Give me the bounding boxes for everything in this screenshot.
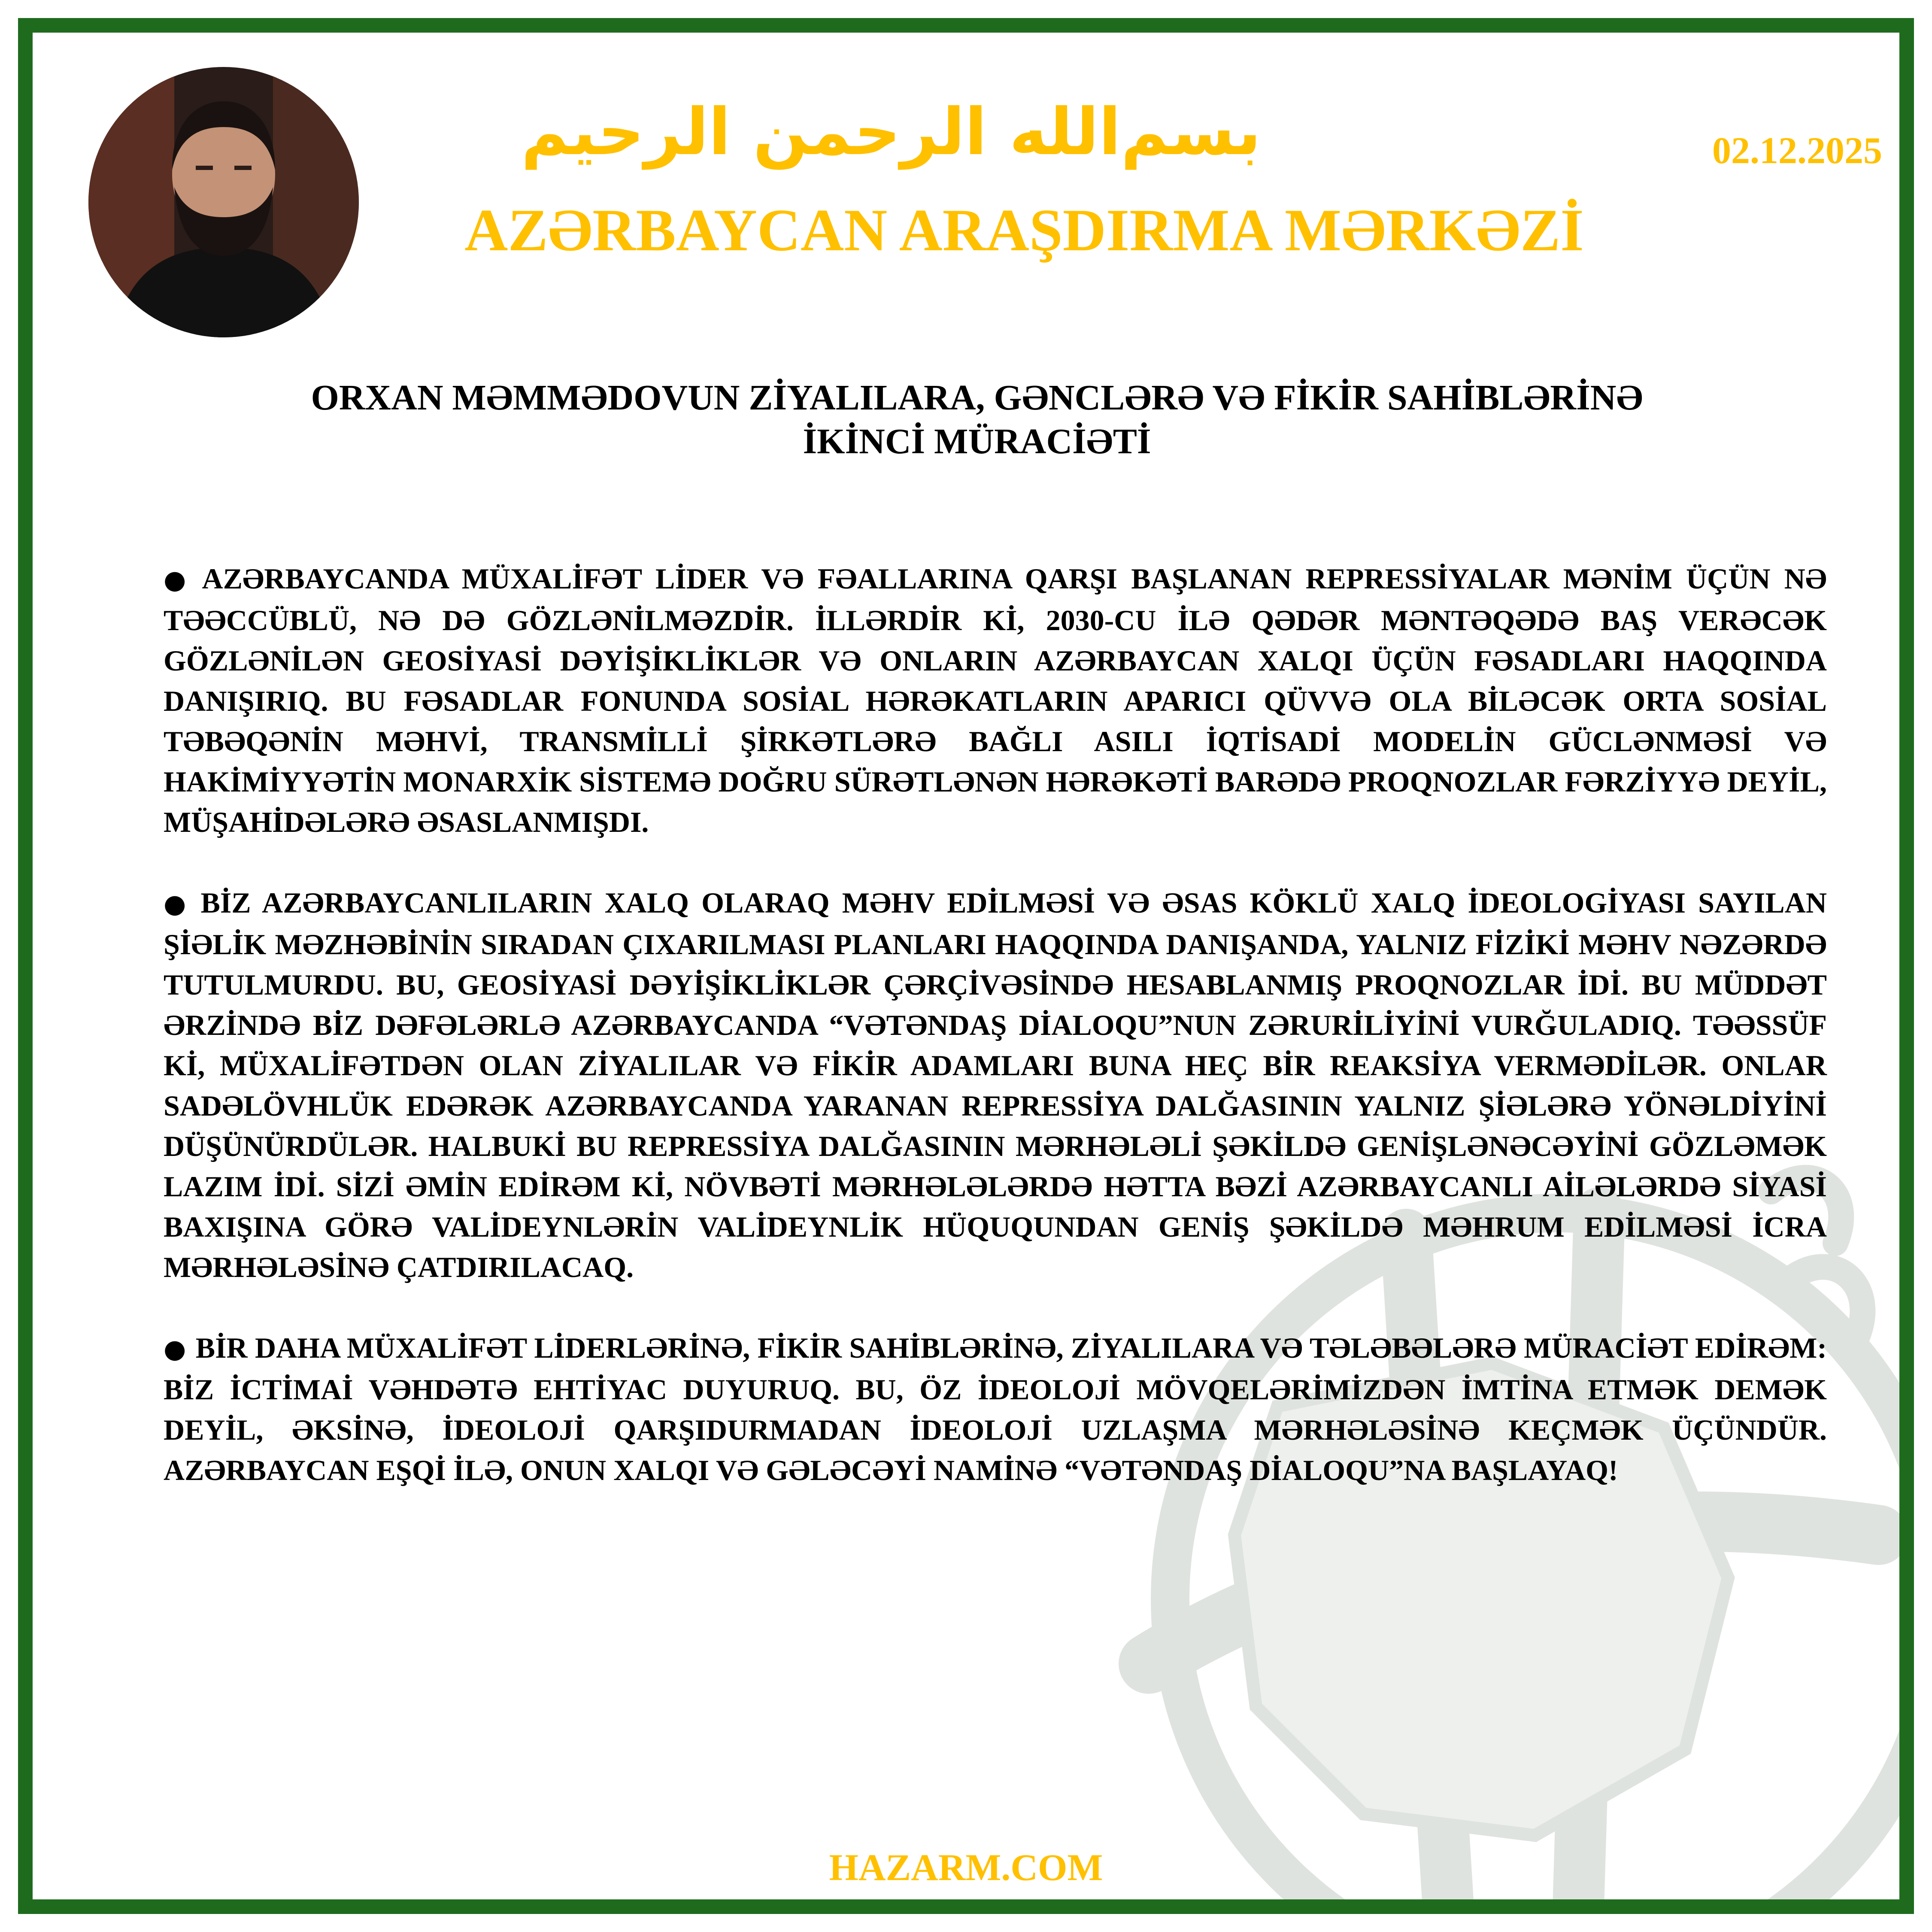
paragraph-text: AZƏRBAYCANDA MÜXALİFƏT LİDER VƏ FƏALLARINA QARŞI BAŞLANAN REPRESSİYALAR MƏNİM ÜÇÜN NƏ TƏƏCCÜBLÜ, NƏ DƏ GÖZLƏNİLMƏZDİR. İLLƏRDİR Kİ, 2030-CU İLƏ QƏDƏR MƏNTƏQƏDƏ BAŞ VERƏCƏK GÖZLƏNİLƏN GEOSİYASİ DƏYİŞİKLİKLƏR VƏ ONLARIN AZƏRBAYCAN XALQI ÜÇÜN FƏSADLARI HAQQINDA DANIŞIRIQ. BU FƏSADLAR FONUNDA SOSİAL HƏRƏKATLARIN APARICI QÜVVƏ OLA BİLƏCƏK ORTA SOSİAL TƏBƏQƏNİN MƏHVİ, TRANSMİLLİ ŞİRKƏTLƏRƏ BAĞLI ASILI İQTİSADİ MODELİN GÜCLƏNMƏSİ VƏ HAKİMİYYƏTİN MONARXİK SİSTEMƏ DOĞRU SÜRƏTLƏNƏN HƏRƏKƏTİ BARƏDƏ PROQNOZLAR FƏRZİYYƏ DEYİL, MÜŞAHİDƏLƏRƏ ƏSASLANMIŞDI. bbox=[164, 562, 1827, 838]
bullet-icon: ● bbox=[164, 565, 193, 595]
bullet-icon: ● bbox=[164, 889, 191, 919]
article-body bbox=[164, 558, 1827, 1531]
paragraph-text: BİR DAHA MÜXALİFƏT LİDERLƏRİNƏ, FİKİR SAHİBLƏRİNƏ, ZİYALILARA VƏ TƏLƏBƏLƏRƏ MÜRACİƏT EDİRƏM: BİZ İCTİMAİ VƏHDƏTƏ EHTİYAC DUYURUQ. BU, ÖZ İDEOLOJİ MÖVQELƏRİMİZDƏN İMTİNA ETMƏK DEMƏK DEYİL, ƏKSİNƏ, İDEOLOJİ QARŞIDURMADAN İDEOLOJİ UZLAŞMA MƏRHƏLƏSİNƏ KEÇMƏK ÜÇÜNDÜR. AZƏRBAYCAN EŞQİ İLƏ, ONUN XALQI VƏ GƏLƏCƏYİ NAMİNƏ “VƏTƏNDAŞ DİALOQU”NA BAŞLAYAQ! bbox=[164, 1331, 1827, 1486]
avatar bbox=[88, 67, 359, 337]
headline-line-1: ORXAN MƏMMƏDOVUN ZİYALILARA, GƏNCLƏRƏ VƏ FİKİR SAHİBLƏRİNƏ bbox=[311, 378, 1643, 418]
page-frame bbox=[18, 18, 1914, 1914]
portrait-photo-icon bbox=[88, 67, 359, 337]
paragraph bbox=[164, 883, 1827, 1287]
bismillah-header: بسم‌الله الرحمن الرحيم bbox=[521, 95, 1261, 170]
organization-title: AZƏRBAYCAN ARAŞDIRMA MƏRKƏZİ bbox=[464, 197, 1584, 264]
footer-website: HAZARM.COM bbox=[829, 1847, 1103, 1889]
paragraph bbox=[164, 1328, 1827, 1490]
bullet-icon: ● bbox=[164, 1334, 186, 1364]
headline-line-2: İKİNCİ MÜRACİƏTİ bbox=[803, 422, 1151, 462]
paragraph bbox=[164, 558, 1827, 842]
page-headline bbox=[161, 376, 1792, 464]
publish-date: 02.12.2025 bbox=[1712, 130, 1882, 172]
paragraph-text: BİZ AZƏRBAYCANLILARIN XALQ OLARAQ MƏHV EDİLMƏSİ VƏ ƏSAS KÖKLÜ XALQ İDEOLOGİYASI SAYILAN ŞİƏLİK MƏZHƏBİNİN SIRADAN ÇIXARILMASI PLANLARI HAQQINDA DANIŞANDA, YALNIZ FİZİKİ MƏHV NƏZƏRDƏ TUTULMURDU. BU, GEOSİYASİ DƏYİŞİKLİKLƏR ÇƏRÇİVƏSİNDƏ HESABLANMIŞ PROQNOZLAR İDİ. BU MÜDDƏT ƏRZİNDƏ BİZ DƏFƏLƏRLƏ AZƏRBAYCANDA “VƏTƏNDAŞ DİALOQU”NUN ZƏRURİLİYİNİ VURĞULADIQ. TƏƏSSÜF Kİ, MÜXALİFƏTDƏN OLAN ZİYALILAR VƏ FİKİR ADAMLARI BUNA HEÇ BİR REAKSİYA VERMƏDİLƏR. ONLAR SADƏLÖVHLÜK EDƏRƏK AZƏRBAYCANDA YARANAN REPRESSİYA DALĞASININ YALNIZ ŞİƏLƏRƏ YÖNƏLDİYİNİ DÜŞÜNÜRDÜLƏR. HALBUKİ BU REPRESSİYA DALĞASININ MƏRHƏLƏLİ ŞƏKİLDƏ GENİŞLƏNƏCƏYİNİ GÖZLƏMƏK LAZIM İDİ. SİZİ ƏMİN EDİRƏM Kİ, NÖVBƏTİ MƏRHƏLƏLƏRDƏ HƏTTA BƏZİ AZƏRBAYCANLI AİLƏLƏRDƏ SİYASİ BAXIŞINA GÖRƏ VALİDEYNLƏRİN VALİDEYNLİK HÜQUQUNDAN GENİŞ ŞƏKİLDƏ MƏHRUM EDİLMƏSİ İCRA MƏRHƏLƏSİNƏ ÇATDIRILACAQ. bbox=[164, 886, 1827, 1283]
